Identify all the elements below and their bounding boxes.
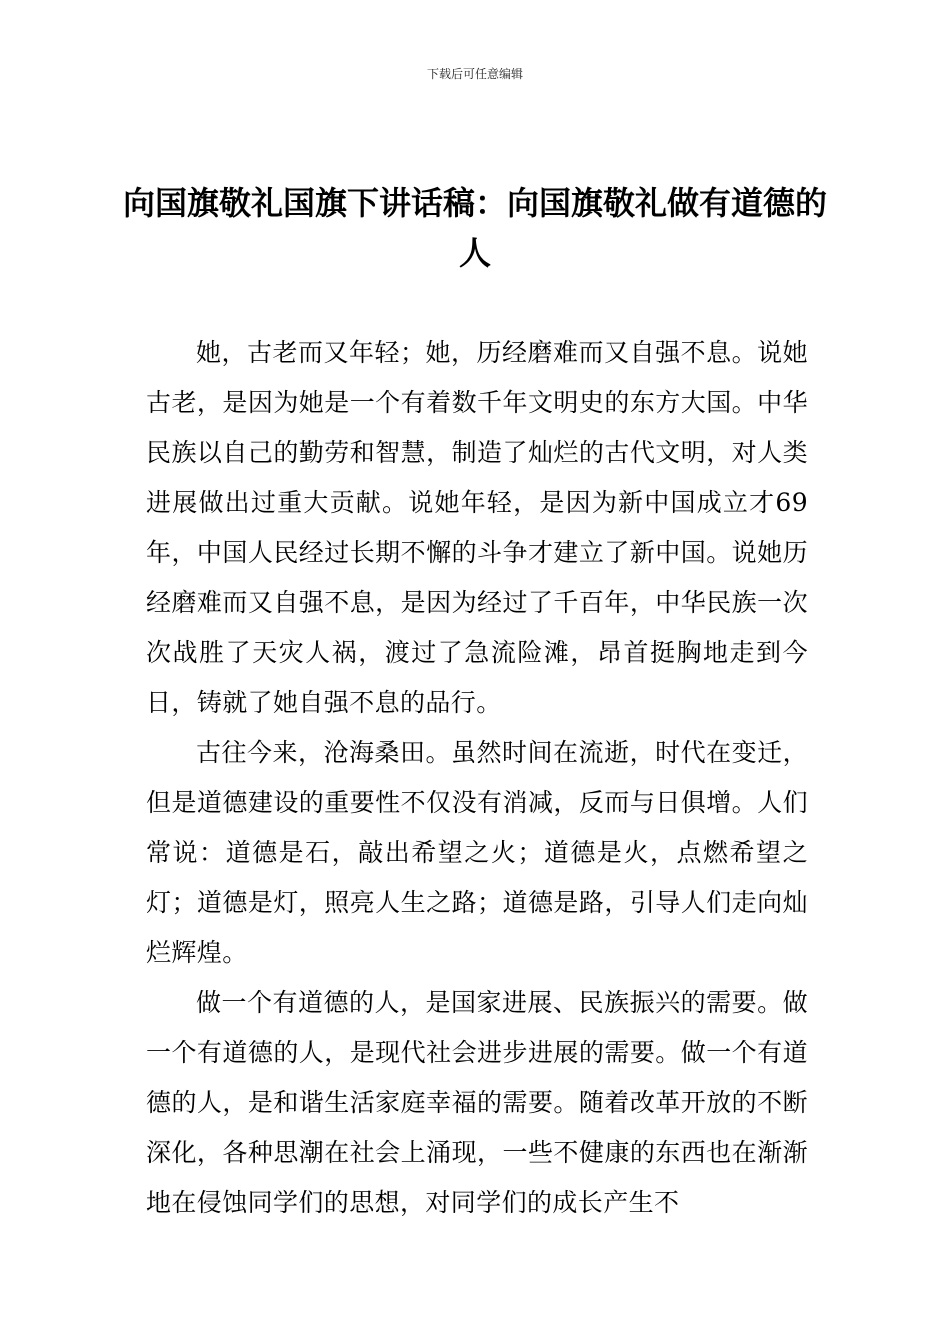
document-body (146, 328, 808, 1228)
body-paragraph-3: 做一个有道德的人，是国家进展、民族振兴的需要。做一个有道德的人，是现代社会进步进展的需要。做一个有道德的人，是和谐生活家庭幸福的需要。随着改革开放的不断深化，各种思潮在社会上涌现，一些不健康的东西也在渐渐地在侵蚀同学们的思想，对同学们的成长产生不 (146, 988, 808, 1217)
header-note: 下载后可任意编辑 (426, 67, 523, 81)
document-title: 向国旗敬礼国旗下讲话稿：向国旗敬礼做有道德的人 (122, 184, 827, 272)
body-paragraph-1: 她，古老而又年轻；她，历经磨难而又自强不息。说她古老，是因为她是一个有着数千年文明史的东方大国。中华民族以自己的勤劳和智慧，制造了灿烂的古代文明，对人类进展做出过重大贡献。说她年轻，是因为新中国成立才69年，中国人民经过长期不懈的斗争才建立了新中国。说她历经磨难而又自强不息，是因为经过了千百年，中华民族一次次战胜了天灾人祸，渡过了急流险滩，昂首挺胸地走到今日，铸就了她自强不息的品行。 (146, 338, 808, 717)
body-paragraph-2: 古往今来，沧海桑田。虽然时间在流逝，时代在变迁，但是道德建设的重要性不仅没有消减，反而与日俱增。人们常说：道德是石，敲出希望之火；道德是火，点燃希望之灯；道德是灯，照亮人生之路；道德是路，引导人们走向灿烂辉煌。 (146, 738, 808, 967)
